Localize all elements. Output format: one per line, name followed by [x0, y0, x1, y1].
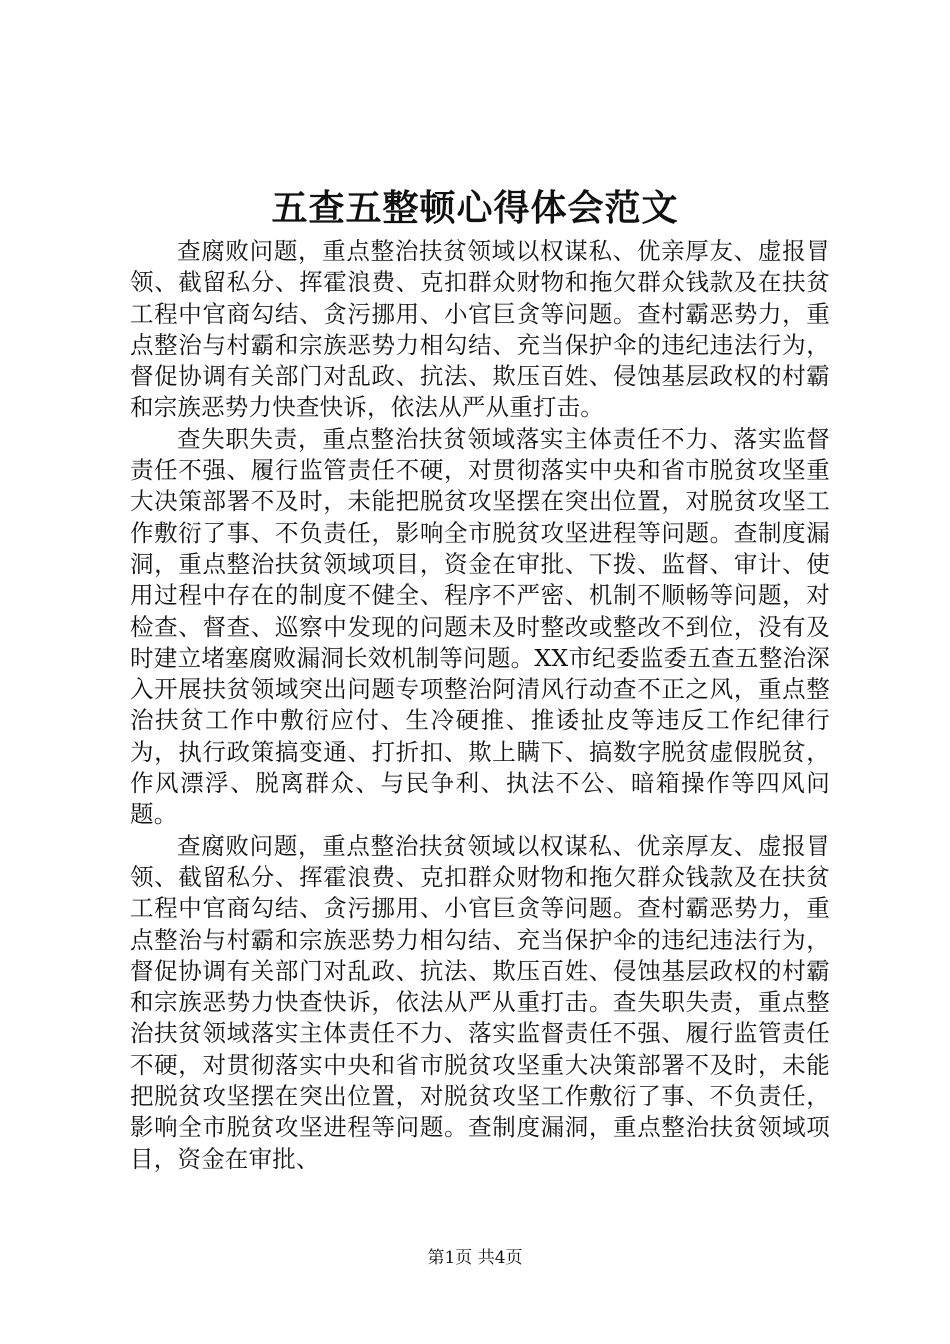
page-footer: 第1页 共4页 [427, 1248, 523, 1268]
document-title: 五查五整顿心得体会范文 [271, 187, 679, 229]
document-body [130, 236, 830, 1186]
paragraph-2: 查失职失责，重点整治扶贫领域落实主体责任不力、落实监督责任不强、履行监管责任不硬，对贯彻落实中央和省市脱贫攻坚重大决策部署不及时，未能把脱贫攻坚摆在突出位置，对脱贫攻坚工作敷衍了事、不负责任，影响全市脱贫攻坚进程等问题。查制度漏洞，重点整治扶贫领域项目，资金在审批、下拨、监督、审计、使用过程中存在的制度不健全、程序不严密、机制不顺畅等问题，对检查、督查、巡察中发现的问题未及时整改或整改不到位，没有及时建立堵塞腐败漏洞长效机制等问题。XX市纪委监委五查五整治深入开展扶贫领域突出问题专项整治阿清风行动查不正之风，重点整治扶贫工作中敷衍应付、生冷硬推、推诿扯皮等违反工作纪律行为，执行政策搞变通、打折扣、欺上瞒下、搞数字脱贫虚假脱贫，作风漂浮、脱离群众、与民争利、执法不公、暗箱操作等四风问题。 [130, 424, 830, 829]
paragraph-1: 查腐败问题，重点整治扶贫领域以权谋私、优亲厚友、虚报冒领、截留私分、挥霍浪费、克扣群众财物和拖欠群众钱款及在扶贫工程中官商勾结、贪污挪用、小官巨贪等问题。查村霸恶势力，重点整治与村霸和宗族恶势力相勾结、充当保护伞的违纪违法行为，督促协调有关部门对乱政、抗法、欺压百姓、侵蚀基层政权的村霸和宗族恶势力快查快诉，依法从严从重打击。 [130, 237, 830, 422]
paragraph-3: 查腐败问题，重点整治扶贫领域以权谋私、优亲厚友、虚报冒领、截留私分、挥霍浪费、克扣群众财物和拖欠群众钱款及在扶贫工程中官商勾结、贪污挪用、小官巨贪等问题。查村霸恶势力，重点整治与村霸和宗族恶势力相勾结、充当保护伞的违纪违法行为，督促协调有关部门对乱政、抗法、欺压百姓、侵蚀基层政权的村霸和宗族恶势力快查快诉，依法从严从重打击。查失职失责，重点整治扶贫领域落实主体责任不力、落实监督责任不强、履行监管责任不硬，对贯彻落实中央和省市脱贫攻坚重大决策部署不及时，未能把脱贫攻坚摆在突出位置，对脱贫攻坚工作敷衍了事、不负责任，影响全市脱贫攻坚进程等问题。查制度漏洞，重点整治扶贫领域项目，资金在审批、 [130, 831, 830, 1173]
